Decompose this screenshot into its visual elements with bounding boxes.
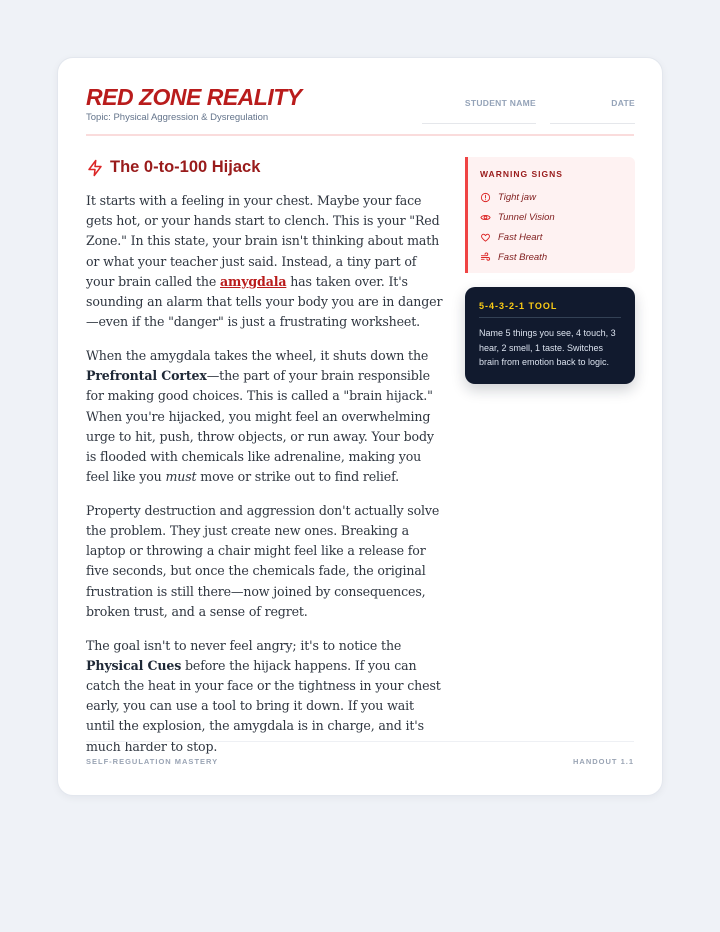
alert-circle-icon	[480, 192, 491, 203]
section-heading	[86, 158, 444, 177]
warning-item-label: Fast Heart	[498, 231, 543, 243]
topic-line: Topic: Physical Aggression & Dysregulation	[86, 112, 269, 123]
date-label: DATE	[611, 98, 635, 108]
physical-cues-term: Physical Cues	[86, 657, 182, 673]
paragraph-1	[86, 191, 444, 332]
handout-title: RED ZONE REALITY	[86, 84, 302, 110]
prefrontal-cortex-term: Prefrontal Cortex	[86, 368, 207, 384]
grounding-tool-box	[465, 287, 635, 384]
warning-item	[480, 248, 623, 268]
warning-item-label: Tunnel Vision	[498, 211, 555, 223]
warning-item	[480, 187, 623, 207]
lightning-icon	[86, 159, 104, 177]
handout-sheet	[57, 57, 663, 796]
p1-text-b: has taken over. It's sounding an alarm that tells your body you are in danger—even if the "danger" is just a frustrating worksheet.	[86, 273, 443, 330]
wind-icon	[480, 252, 491, 263]
heart-icon	[480, 232, 491, 243]
eye-icon	[480, 212, 491, 223]
warning-item	[480, 207, 623, 227]
handout-footer	[86, 741, 634, 771]
amygdala-highlight: amygdala	[220, 273, 287, 289]
warning-signs-box	[465, 157, 635, 273]
footer-handout-number: HANDOUT 1.1	[572, 757, 634, 766]
paragraph-4	[86, 636, 444, 757]
warning-signs-title: WARNING SIGNS	[480, 169, 563, 179]
warning-item-label: Tight jaw	[498, 191, 536, 203]
footer-series: SELF-REGULATION MASTERY	[86, 757, 219, 766]
main-content	[86, 158, 444, 770]
must-emphasis: must	[165, 469, 197, 485]
paragraph-2	[86, 346, 444, 487]
tool-body: Name 5 things you see, 4 touch, 3 hear, 2 smell, 1 taste. Switches brain from emotion back to logic.	[479, 328, 616, 367]
student-name-label: STUDENT NAME	[464, 98, 536, 108]
p1-text-a: It starts with a feeling in your chest. Maybe your face gets hot, or your hands start to clench. This is your "Red Zone." In this state, your brain isn't thinking about math or what your teacher just said. Instead, a tiny part of your brain called the	[86, 193, 440, 289]
warning-item-label: Fast Breath	[498, 252, 548, 264]
section-heading-text: The 0-to-100 Hijack	[110, 158, 261, 176]
p4-text-b: before the hijack happens. If you can catch the heat in your face or the tightness in your chest early, you can use a tool to bring it down. If you wait until the explosion, the amygdala is in charge, and it's much harder to stop.	[86, 657, 441, 754]
p2-text-b: —the part of your brain responsible for making good choices. This is called a "brain hijack." When you're hijacked, you might feel an overwhelming urge to hit, push, throw objects, or run away. Your body is flooded with chemicals like adrenaline, making you feel like you	[86, 368, 434, 485]
paragraph-3: Property destruction and aggression don't actually solve the problem. They just create new ones. Breaking a laptop or throwing a chair might feel like a release for five seconds, but once the chemicals fade, the original frustration is still there—now joined by consequences, broken trust, and a sense of regret.	[86, 502, 440, 619]
warning-item	[480, 227, 623, 247]
tool-title: 5-4-3-2-1 TOOL	[479, 301, 621, 318]
p2-text-a: When the amygdala takes the wheel, it shuts down the	[86, 347, 429, 363]
date-field[interactable]	[550, 98, 635, 124]
handout-header	[86, 84, 634, 136]
p2-text-c: move or strike out to find relief.	[196, 469, 400, 485]
p4-text-a: The goal isn't to never feel angry; it's to notice the	[86, 637, 402, 653]
student-name-field[interactable]	[422, 98, 536, 124]
